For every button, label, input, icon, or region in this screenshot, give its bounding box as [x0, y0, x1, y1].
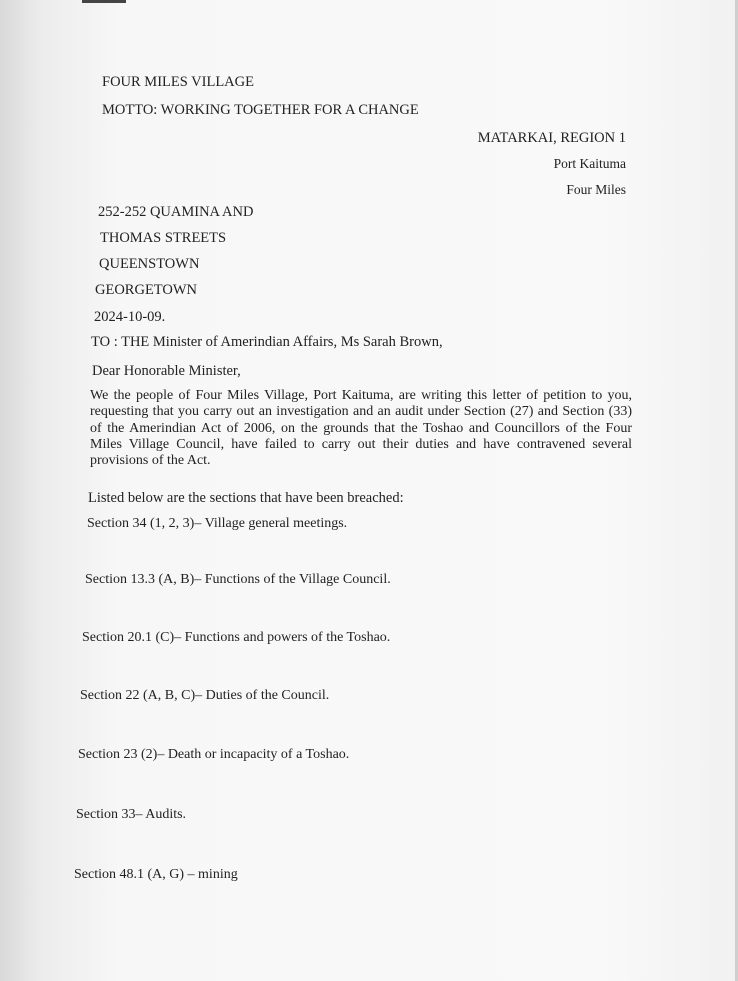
- recipient-address-line-2: THOMAS STREETS: [100, 230, 227, 246]
- recipient-address-line-4: GEORGETOWN: [95, 282, 198, 298]
- sender-address-line-1: MATARKAI, REGION 1: [477, 130, 626, 146]
- salutation: Dear Honorable Minister,: [92, 363, 241, 379]
- sections-intro: Listed below are the sections that have been breached:: [88, 490, 404, 506]
- section-item: Section 13.3 (A, B)– Functions of the Village Council.: [85, 572, 391, 587]
- section-item: Section 23 (2)– Death or incapacity of a Toshao.: [78, 747, 350, 762]
- sender-address-line-2: Port Kaituma: [553, 156, 626, 171]
- section-item: Section 33– Audits.: [76, 807, 187, 822]
- section-item: Section 22 (A, B, C)– Duties of the Council.: [80, 688, 330, 703]
- letter-date: 2024-10-09.: [94, 309, 166, 325]
- recipient-address-line-1: 252-252 QUAMINA AND: [98, 204, 254, 220]
- petition-body: We the people of Four Miles Village, Port Kaituma, are writing this letter of petition to you, requesting that you carry out an investigation and an audit under Section (27) and Section (33) of the Amerindian Act of 2006, on the grounds that the Toshao and Councillors of the Four Miles Village Council, have failed to carry out their duties and have contravened several provisions of the Act.: [90, 388, 632, 469]
- section-item: Section 34 (1, 2, 3)– Village general meetings.: [87, 516, 348, 531]
- sender-address-line-3: Four Miles: [566, 182, 626, 197]
- village-motto: MOTTO: WORKING TOGETHER FOR A CHANGE: [102, 102, 419, 118]
- section-item: Section 20.1 (C)– Functions and powers of the Toshao.: [82, 630, 391, 645]
- section-item: Section 48.1 (A, G) – mining: [74, 867, 238, 882]
- to-line: TO : THE Minister of Amerindian Affairs, Ms Sarah Brown,: [91, 334, 443, 350]
- scan-mark: [82, 0, 126, 3]
- village-name: FOUR MILES VILLAGE: [102, 74, 254, 90]
- recipient-address-line-3: QUEENSTOWN: [99, 256, 200, 272]
